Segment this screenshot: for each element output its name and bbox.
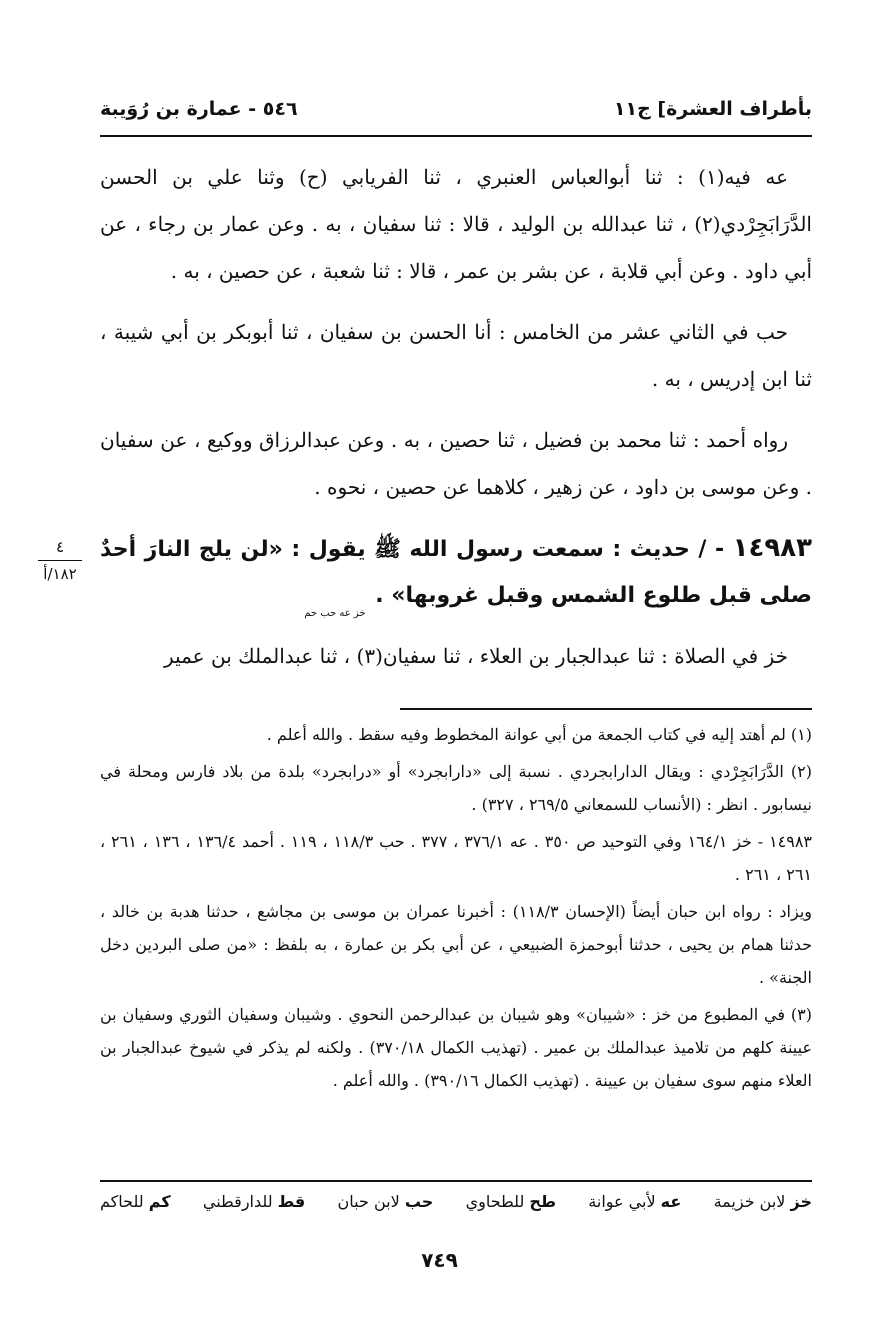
abbrev-item: عه لأبي عوانة bbox=[588, 1192, 682, 1211]
footnote-3: (٣) في المطبوع من خز : «شيبان» وهو شيبان بن عبدالرحمن النحوي . وشيبان وسفيان الثوري وسفيان بن عيينة كلهم من تلاميذ عبدالملك بن عمير . (تهذيب الكمال ٣٧٠/١٨) . ولكنه لم يذكر في شيوخ عبدالجبار بن العلاء منهم سوى سفيان بن عيينة . (تهذيب الكمال ٣٩٠/١٦) . والله أعلم . bbox=[100, 1005, 812, 1090]
abbrev-item: طح للطحاوي bbox=[465, 1192, 557, 1211]
abbreviation-key bbox=[100, 1192, 812, 1211]
footnotes bbox=[100, 718, 812, 1101]
main-text bbox=[100, 154, 812, 694]
running-header bbox=[100, 92, 812, 126]
hadith-sigla: خز عه حب حم bbox=[304, 608, 366, 619]
hadith-text: - / حديث : سمعت رسول الله ﷺ يقول : «لن يلج النارَ أحدٌ صلى قبل طلوع الشمس وقبل غروبها» . bbox=[100, 537, 812, 608]
paragraph-isnad-3: رواه أحمد : ثنا محمد بن فضيل ، ثنا حصين ، به . وعن عبدالرزاق ووكيع ، عن سفيان . وعن موسى بن داود ، عن زهير ، كلاهما عن حصين ، نحوه . bbox=[100, 428, 812, 499]
folio-top: ٤ bbox=[55, 538, 65, 556]
abbrev-item: حب لابن حبان bbox=[337, 1192, 434, 1211]
hadith-number: ١٤٩٨٣ bbox=[732, 533, 812, 563]
abbrev-item: خز لابن خزيمة bbox=[713, 1192, 812, 1211]
paragraph-isnad-2: حب في الثاني عشر من الخامس : أنا الحسن بن سفيان ، ثنا أبوبكر بن أبي شيبة ، ثنا ابن إدريس ، به . bbox=[100, 320, 812, 391]
footnote-addition: ويزاد : رواه ابن حبان أيضاً (الإحسان ١١٨/٣) : أخبرنا عمران بن موسى بن مجاشع ، حدثنا هدبة بن خالد ، حدثنا همام بن يحيى ، حدثنا أبوحمزة الضبيعي ، عن أبي بكر بن عمارة ، به بلفظ : «من صلى البردين دخل الجنة» . bbox=[100, 902, 812, 987]
footnote-2: (٢) الدَّرَابَجِرْدي : ويقال الدارابجردي . نسبة إلى «دارابجرد» أو «درابجرد» بلدة من بلاد فارس ومحلة في نيسابور . انظر : (الأنساب للسمعاني ٢٦٩/٥ ، ٣٢٧) . bbox=[100, 762, 812, 814]
header-chapter: ٥٤٦ - عمارة بن رُوَيبة bbox=[100, 98, 298, 120]
paragraph-isnad-1: عه فيه(١) : ثنا أبوالعباس العنبري ، ثنا الفريابي (ح) وثنا علي بن الحسن الدَّرَابَجِرْدي(٢) ، ثنا عبدالله بن الوليد ، قالا : ثنا سفيان ، به . وعن عمار بن رجاء ، عن أبي داود . وعن أبي قلابة ، عن بشر بن عمر ، قالا : ثنا شعبة ، عن حصين ، به . bbox=[100, 165, 812, 283]
abbrev-item: قط للدارقطني bbox=[202, 1192, 306, 1211]
page-number: ٧٤٩ bbox=[421, 1248, 458, 1272]
hadith-entry bbox=[100, 525, 812, 619]
manuscript-folio-note bbox=[36, 538, 84, 583]
footnote-1: (١) لم أهتد إليه في كتاب الجمعة من أبي عوانة المخطوط وفيه سقط . والله أعلم . bbox=[266, 725, 812, 744]
folio-divider bbox=[38, 560, 82, 561]
paragraph-after-hadith: خز في الصلاة : ثنا عبدالجبار بن العلاء ، ثنا سفيان(٣) ، ثنا عبدالملك بن عمير bbox=[164, 644, 788, 668]
folio-bottom: ١٨٢/أ bbox=[43, 565, 77, 583]
abbrev-item: كم للحاكم bbox=[100, 1192, 171, 1211]
footnote-hadith-refs: ١٤٩٨٣ - خز ١٦٤/١ وفي التوحيد ص ٣٥٠ . عه ٣٧٦/١ ، ٣٧٧ . حب ١١٨/٣ ، ١١٩ . أحمد ١٣٦/٤ ، ١٣٦ ، ٢٦١ ، ٢٦١ ، ٢٦١ . bbox=[100, 832, 813, 884]
header-rule bbox=[100, 135, 812, 137]
bottom-rule bbox=[100, 1180, 812, 1182]
footnote-rule bbox=[400, 708, 812, 710]
header-book-title: بأطراف العشرة] ج١١ bbox=[613, 98, 812, 120]
